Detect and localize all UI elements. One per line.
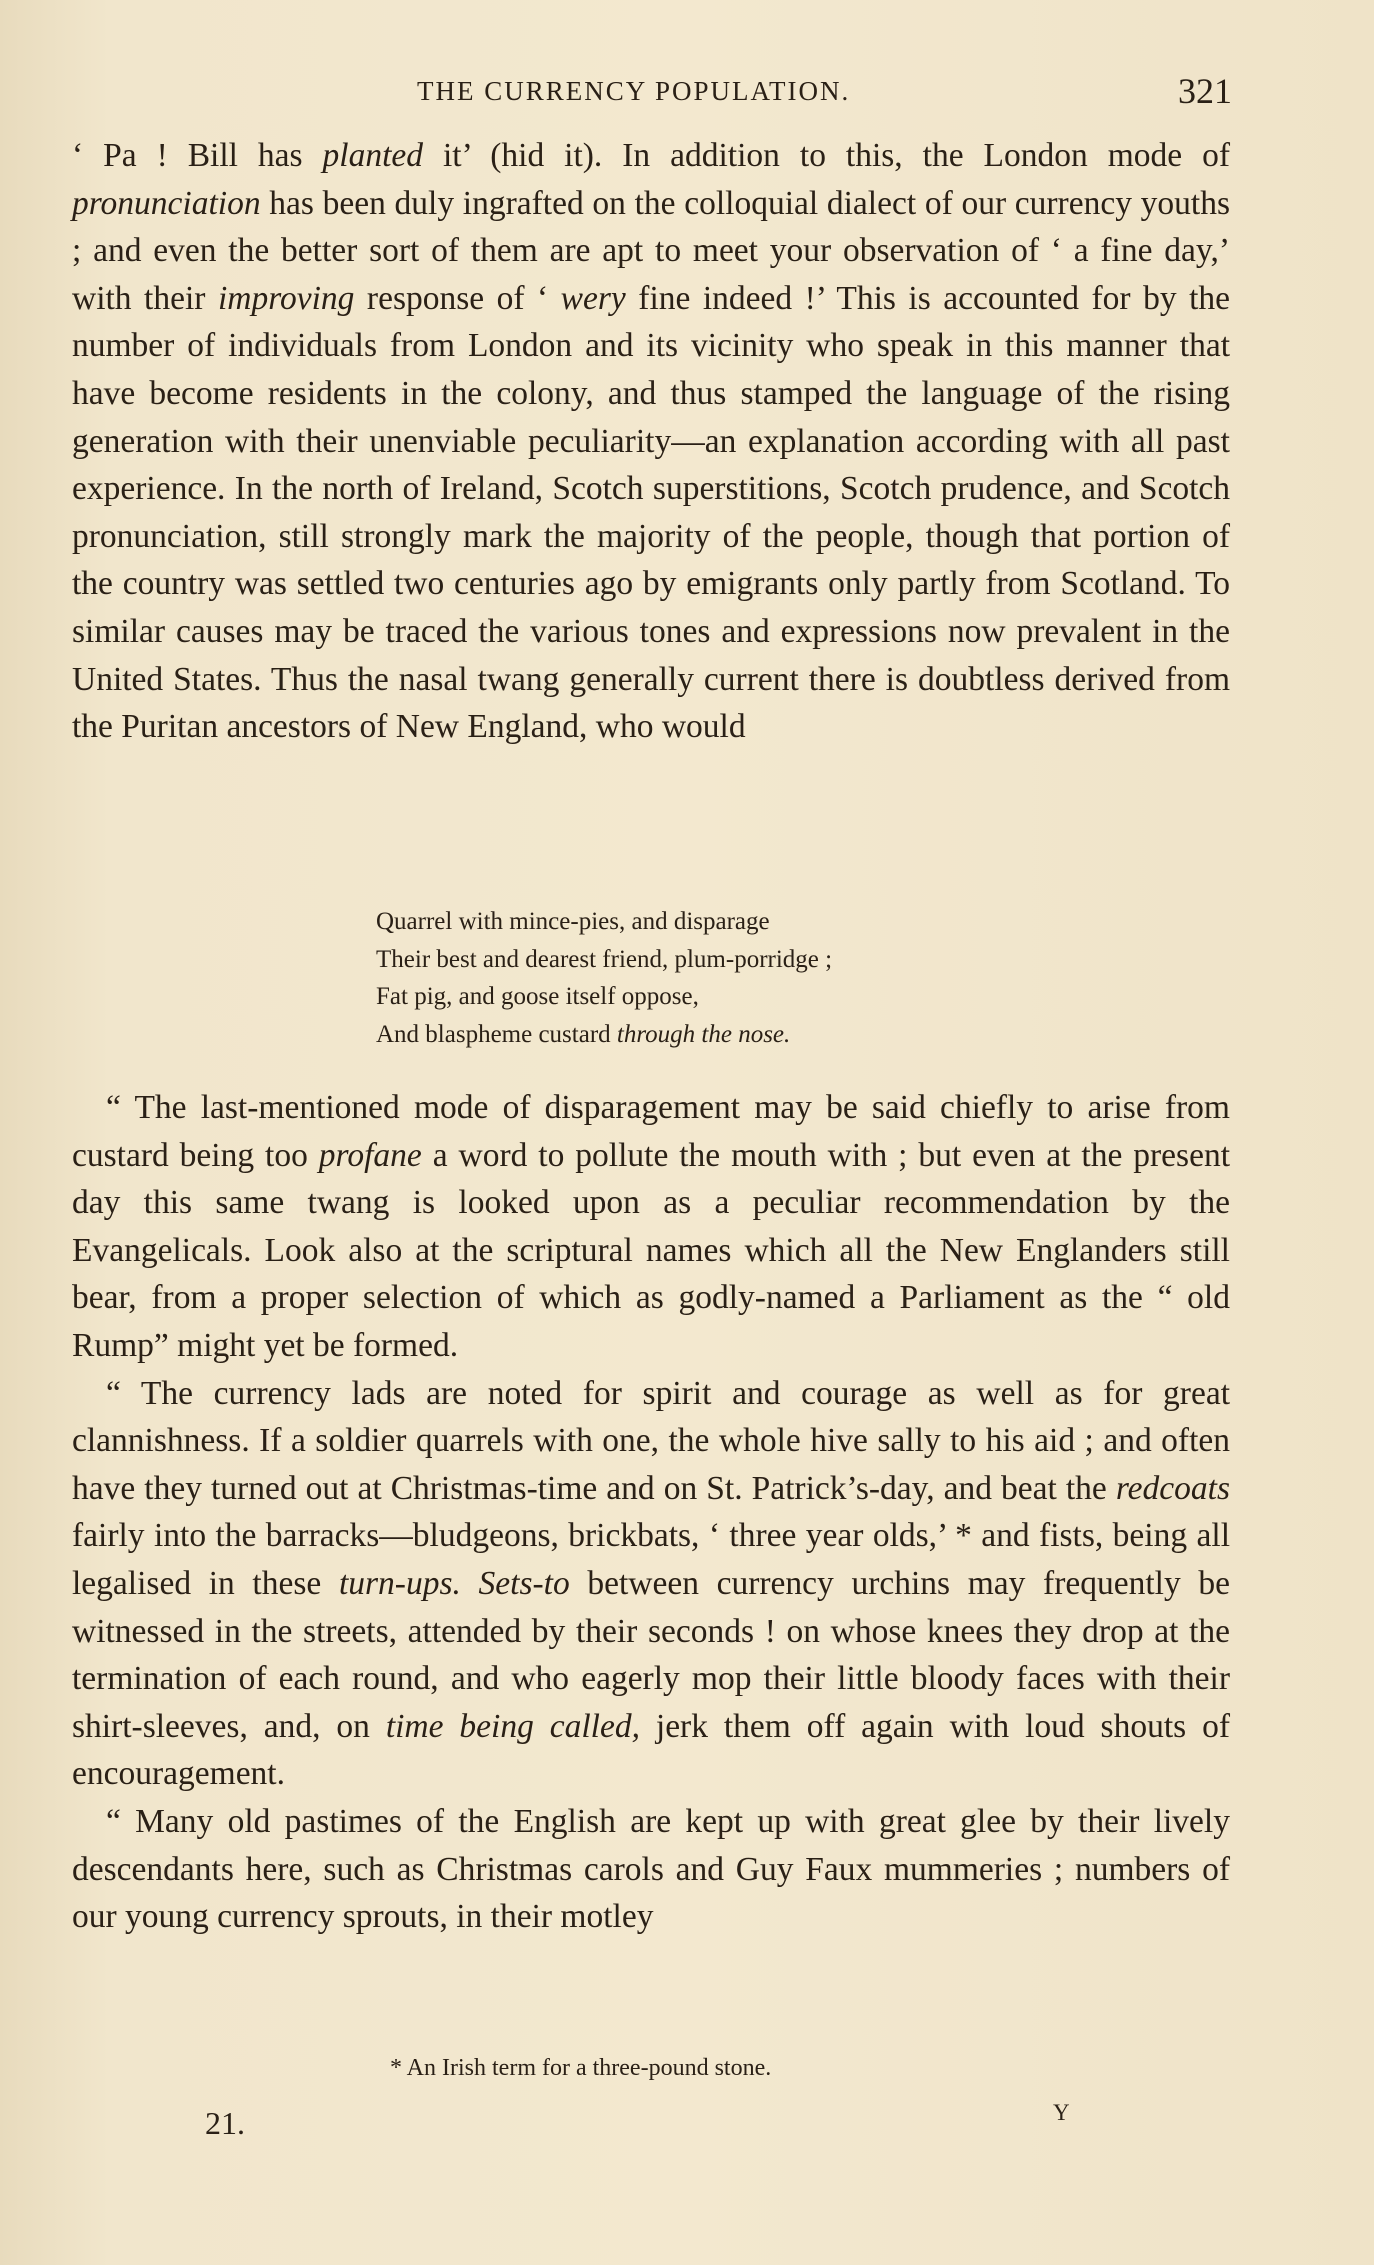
paragraph-2	[72, 1084, 1230, 1370]
text-run: has been duly ingrafted on the colloquial dialect of our currency youths ; and even the better sort of them are apt to meet your observation of ‘ a fine day,’ with their	[72, 184, 1230, 317]
italic-run: turn-ups.	[338, 1564, 461, 1602]
verse-line	[376, 1016, 1076, 1054]
text-run: response of ‘	[354, 279, 561, 317]
body-text-bottom	[72, 1084, 1230, 1941]
italic-run: profane	[318, 1136, 422, 1174]
italic-run: redcoats	[1115, 1469, 1230, 1507]
body-text-top	[72, 132, 1230, 751]
italic-run: Sets-to	[478, 1564, 570, 1602]
signature-mark: 21.	[205, 2105, 245, 2141]
page-header	[72, 70, 1232, 120]
verse-quote	[376, 903, 1076, 1053]
text-run: “ The last-mentioned mode of disparagement may be said chiefly to arise from custard being too	[72, 1089, 1230, 1174]
footnote: * An Irish term for a three-pound stone.	[390, 2055, 772, 2081]
text-run: fine indeed !’ This is accounted for by the number of individuals from London and its vicinity who speak in this manner that have become residents in the colony, and thus stamped the language of the rising generation with their unenviable peculiarity—an explanation according with all past experience. In the north of Ireland, Scotch superstitions, Scotch prudence, and Scotch pronunciation, still strongly mark the majority of the people, though that portion of the country was settled two centuries ago by emigrants only partly from Scotland. To similar causes may be traced the various tones and expressions now prevalent in the United States. Thus the nasal twang generally current there is doubtless derived from the Puritan ancestors of New England, who would	[72, 279, 1230, 746]
italic-run: pronunciation	[72, 184, 261, 222]
text-run: ‘ Pa ! Bill has	[72, 137, 323, 174]
italic-run: time being called,	[385, 1707, 640, 1745]
text-run: jerk them off again with loud shouts of encouragement.	[72, 1707, 1230, 1793]
verse-line: Fat pig, and goose itself oppose,	[376, 983, 699, 1010]
italic-run: through the nose.	[616, 1020, 791, 1048]
paragraph-3	[72, 1370, 1230, 1798]
italic-run: wery	[560, 279, 626, 317]
text-run: fairly into the barracks—bludgeons, brickbats, ‘ three year olds,’ * and fists, being all legalised in these	[72, 1517, 1230, 1602]
verse-line: Quarrel with mince-pies, and disparage	[376, 908, 770, 935]
running-head: THE CURRENCY POPULATION.	[417, 76, 851, 106]
gathering-mark: Y	[1053, 2100, 1070, 2125]
page-number: 321	[1178, 71, 1232, 111]
text-run: “ Many old pastimes of the English are kept up with great glee by their lively descendants here, such as Christmas carols and Guy Faux mummeries ; numbers of our young currency sprouts, in their motley	[72, 1802, 1230, 1936]
text-run: “ The currency lads are noted for spirit and courage as well as for great clannishness. If a soldier quarrels with one, the whole hive sally to his aid ; and often have they turned out at Christmas-time and on St. Patrick’s-day, and beat the	[72, 1374, 1230, 1507]
text-run: a word to pollute the mouth with ; but even at the present day this same twang is looked upon as a peculiar recommendation by the Evangelicals. Look also at the scriptural names which all the New Englanders still bear, from a proper selection of which as godly-named a Parliament as the “ old Rump” might yet be formed.	[72, 1136, 1230, 1364]
paragraph-1	[72, 132, 1230, 751]
text-run: it’ (hid it). In addition to this, the London mode of	[423, 137, 1230, 174]
verse-line: Their best and dearest friend, plum-porridge ;	[376, 945, 833, 973]
italic-run: planted	[322, 137, 424, 174]
italic-run: improving	[217, 279, 355, 317]
text-run: between currency urchins may frequently be witnessed in the streets, attended by their seconds ! on whose knees they drop at the termination of each round, and who eagerly mop their little bloody faces with their shirt-sleeves, and, on	[72, 1564, 1230, 1745]
text-run: And blaspheme custard	[376, 1020, 617, 1048]
text-run	[461, 1565, 479, 1602]
paragraph-4	[72, 1798, 1230, 1941]
